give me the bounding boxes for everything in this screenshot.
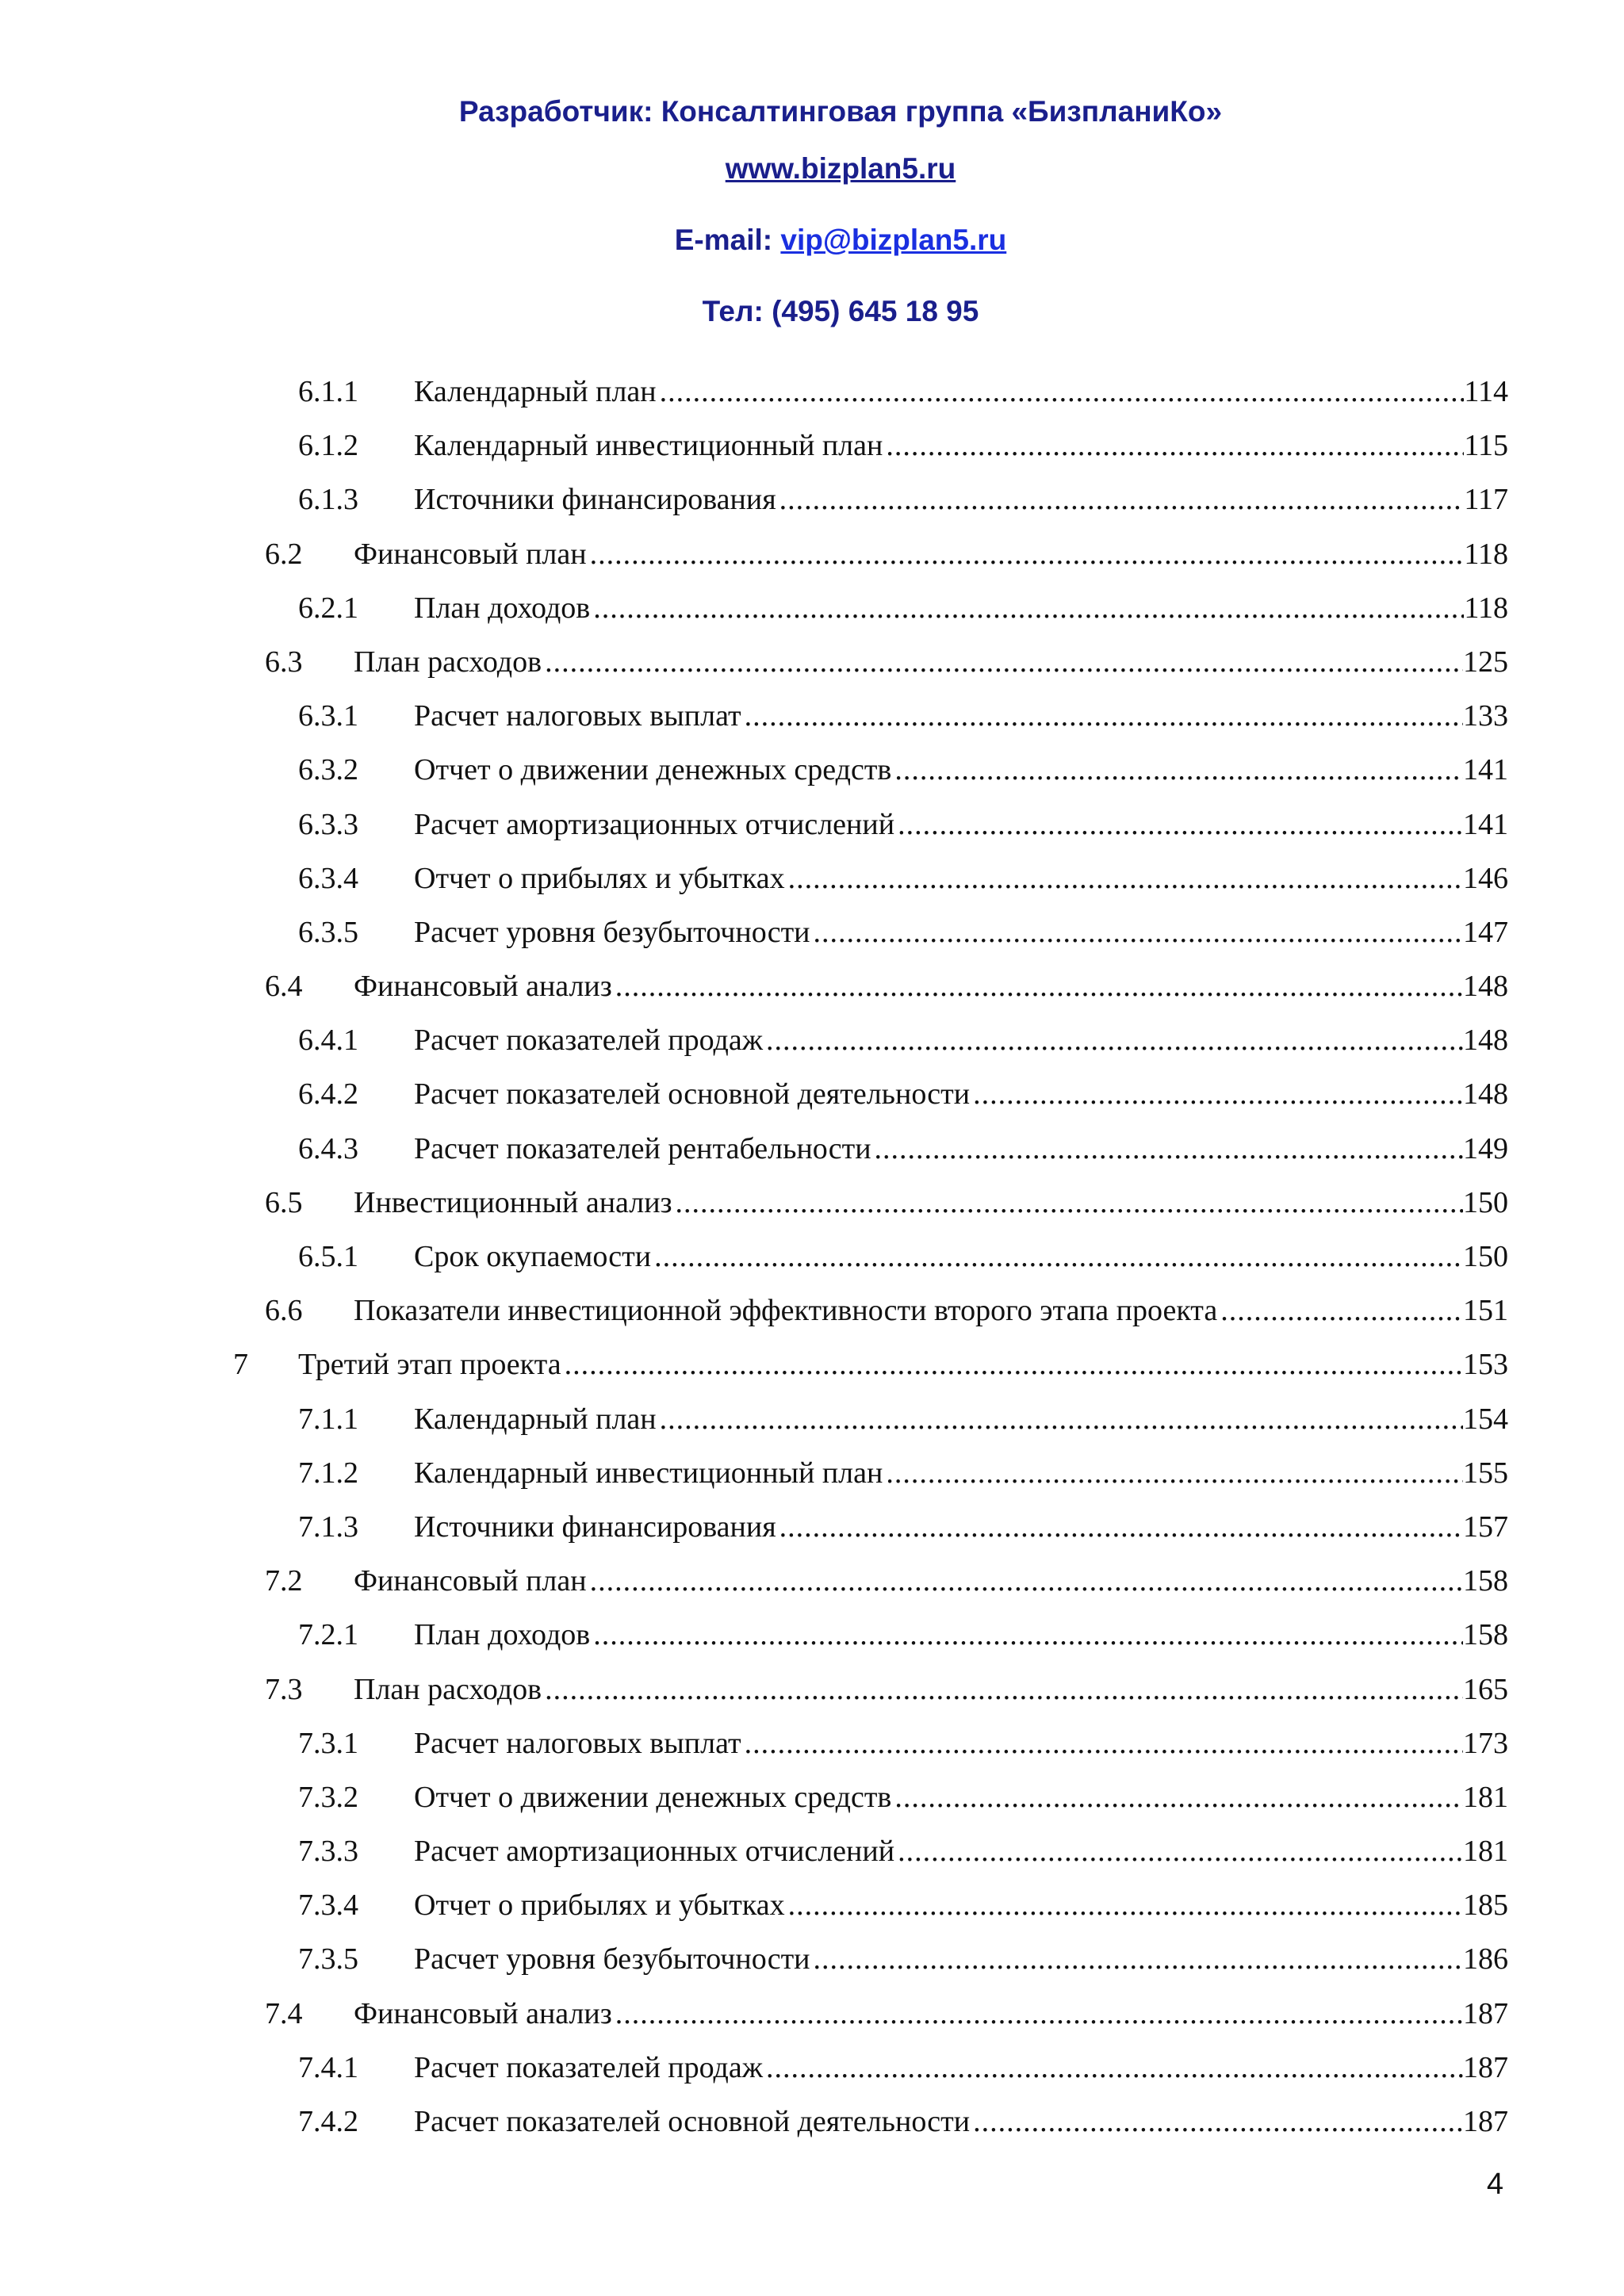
toc-entry-number: 7.1.2 [298, 1456, 358, 1490]
toc-dot-leader [766, 2047, 1463, 2088]
toc-entry-page: 158 [1463, 1564, 1508, 1598]
toc-entry-line [414, 1938, 1508, 1980]
toc-entry-page: 165 [1463, 1672, 1508, 1706]
toc-entry-title: Финансовый план [354, 1564, 587, 1598]
toc-dot-leader [676, 1182, 1463, 1223]
toc-entry-page: 118 [1464, 591, 1508, 625]
toc-entry-page: 186 [1463, 1942, 1508, 1976]
toc-entry[interactable] [0, 425, 1624, 479]
toc-entry-title: План доходов [414, 591, 591, 625]
toc-entry-number: 6.2.1 [298, 591, 358, 625]
toc-entry-title: Расчет налоговых выплат [414, 699, 741, 733]
toc-entry-page: 118 [1464, 537, 1508, 571]
toc-dot-leader [545, 1669, 1463, 1710]
toc-entry-number: 6.4.1 [298, 1024, 358, 1058]
toc-entry-title: Отчет о прибылях и убытках [414, 1888, 785, 1923]
toc-entry-title: Расчет уровня безубыточности [414, 915, 810, 949]
toc-entry[interactable] [0, 641, 1624, 695]
toc-entry[interactable] [0, 1128, 1624, 1182]
toc-entry-page: 148 [1463, 1077, 1508, 1112]
toc-entry-number: 6.2 [265, 537, 303, 571]
toc-entry-line [354, 1993, 1508, 2034]
toc-entry-number: 6.1.2 [298, 429, 358, 463]
toc-entry-title: Расчет налоговых выплат [414, 1726, 741, 1760]
toc-entry[interactable] [0, 858, 1624, 912]
toc-entry-page: 158 [1463, 1618, 1508, 1652]
toc-dot-leader [894, 1777, 1463, 1818]
toc-entry[interactable] [0, 1344, 1624, 1398]
toc-entry[interactable] [0, 1669, 1624, 1723]
toc-entry-line [354, 1560, 1508, 1601]
toc-dot-leader [814, 912, 1463, 953]
toc-entry-page: 181 [1463, 1835, 1508, 1869]
toc-dot-leader [779, 479, 1465, 520]
toc-entry-number: 7.3.4 [298, 1888, 358, 1923]
toc-entry[interactable] [0, 1452, 1624, 1506]
toc-entry-title: Показатели инвестиционной эффективности второго этапа проекта [354, 1294, 1218, 1328]
toc-entry-number: 7.3.3 [298, 1835, 358, 1869]
page-number: 4 [1486, 2168, 1503, 2201]
toc-entry[interactable] [0, 1831, 1624, 1885]
toc-dot-leader [745, 1723, 1463, 1764]
toc-dot-leader [590, 1560, 1463, 1601]
toc-entry-number: 6.3 [265, 645, 303, 679]
toc-entry-number: 7.1.1 [298, 1402, 358, 1436]
toc-entry-page: 151 [1463, 1294, 1508, 1328]
website-link[interactable]: www.bizplan5.ru [725, 152, 956, 185]
toc-entry-number: 6.3.1 [298, 699, 358, 733]
toc-entry-line [354, 1182, 1508, 1223]
toc-entry[interactable] [0, 1560, 1624, 1614]
toc-entry-line [354, 966, 1508, 1007]
toc-entry-line [414, 1777, 1508, 1818]
toc-entry-title: Отчет о движении денежных средств [414, 1780, 892, 1814]
toc-dot-leader [593, 1614, 1463, 1655]
toc-dot-leader [779, 1506, 1463, 1548]
toc-entry-title: Расчет показателей продаж [414, 1024, 764, 1058]
toc-entry-line [414, 749, 1508, 790]
toc-entry[interactable] [0, 1993, 1624, 2047]
toc-entry[interactable] [0, 534, 1624, 587]
toc-entry-line [414, 1506, 1508, 1548]
toc-entry-page: 187 [1463, 2105, 1508, 2138]
toc-entry-page: 185 [1463, 1888, 1508, 1923]
toc-entry-number: 6.3.4 [298, 861, 358, 895]
toc-entry-page: 181 [1463, 1780, 1508, 1814]
toc-entry[interactable] [0, 1399, 1624, 1452]
toc-entry-number: 6.5 [265, 1185, 303, 1219]
toc-entry-title: Календарный инвестиционный план [414, 1456, 883, 1490]
toc-entry-page: 117 [1464, 483, 1508, 517]
toc-entry-title: Расчет амортизационных отчислений [414, 807, 895, 841]
email-link[interactable]: vip@bizplan5.ru [780, 224, 1007, 256]
toc-entry-title: Календарный план [414, 1402, 657, 1436]
toc-entry-title: Срок окупаемости [414, 1240, 652, 1273]
toc-entry-number: 6.4.3 [298, 1131, 358, 1165]
toc-entry[interactable] [0, 1938, 1624, 1992]
toc-dot-leader [615, 966, 1463, 1007]
toc-entry-line [414, 1452, 1508, 1494]
toc-entry-number: 7.4 [265, 1996, 303, 2030]
toc-entry[interactable] [0, 2047, 1624, 2101]
toc-entry-page: 141 [1463, 753, 1508, 787]
toc-entry-line [414, 1614, 1508, 1655]
toc-entry-page: 149 [1463, 1131, 1508, 1165]
toc-entry-number: 7.1.3 [298, 1510, 358, 1544]
toc-entry-page: 173 [1463, 1726, 1508, 1760]
toc-entry-title: Источники финансирования [414, 483, 776, 517]
toc-entry-page: 153 [1463, 1348, 1508, 1382]
toc-entry[interactable] [0, 371, 1624, 425]
toc-dot-leader [898, 804, 1463, 845]
toc-dot-leader [766, 1020, 1463, 1061]
toc-entry-number: 7 [233, 1348, 248, 1382]
toc-entry-number: 6.4.2 [298, 1077, 358, 1112]
toc-entry-line [414, 1399, 1508, 1440]
toc-entry-line [414, 425, 1508, 466]
toc-entry[interactable] [0, 1777, 1624, 1831]
toc-entry-title: Расчет амортизационных отчислений [414, 1835, 895, 1869]
toc-dot-leader [898, 1831, 1463, 1872]
toc-entry-number: 6.3.5 [298, 915, 358, 949]
toc-entry-line [414, 695, 1508, 737]
toc-entry[interactable] [0, 1236, 1624, 1290]
toc-entry-title: Календарный план [414, 375, 657, 408]
toc-entry-number: 7.3.1 [298, 1726, 358, 1760]
toc-entry-page: 125 [1463, 645, 1508, 679]
toc-entry-page: 141 [1463, 807, 1508, 841]
toc-entry[interactable] [0, 1506, 1624, 1560]
toc-entry[interactable] [0, 804, 1624, 858]
table-of-contents [0, 371, 1624, 2155]
toc-entry-line [414, 2101, 1508, 2142]
toc-entry[interactable] [0, 1020, 1624, 1073]
toc-entry-line [414, 371, 1508, 412]
toc-dot-leader [590, 534, 1465, 575]
toc-dot-leader [788, 858, 1463, 899]
toc-entry-number: 6.4 [265, 970, 303, 1004]
toc-entry-number: 6.1.3 [298, 483, 358, 517]
toc-entry-line [414, 1831, 1508, 1872]
toc-dot-leader [973, 2101, 1463, 2142]
toc-entry-title: План расходов [354, 1672, 542, 1706]
toc-dot-leader [745, 695, 1463, 737]
toc-entry-number: 7.4.2 [298, 2105, 358, 2138]
toc-entry[interactable] [0, 1073, 1624, 1127]
toc-entry-title: Расчет показателей продаж [414, 2050, 764, 2084]
toc-entry-number: 7.3.5 [298, 1942, 358, 1976]
toc-entry-page: 187 [1463, 1996, 1508, 2030]
toc-entry[interactable] [0, 1885, 1624, 1938]
toc-entry[interactable] [0, 912, 1624, 966]
toc-entry-line [414, 912, 1508, 953]
toc-entry-line [414, 479, 1508, 520]
toc-entry-title: Инвестиционный анализ [354, 1185, 672, 1219]
toc-entry-number: 7.3.2 [298, 1780, 358, 1814]
toc-dot-leader [615, 1993, 1463, 2034]
toc-entry-title: План расходов [354, 645, 542, 679]
toc-entry-page: 148 [1463, 1024, 1508, 1058]
phone-line: Тел: (495) 645 18 95 [702, 295, 979, 327]
toc-entry-title: Отчет о движении денежных средств [414, 753, 892, 787]
toc-entry-line [354, 641, 1508, 683]
toc-entry-line [414, 1236, 1508, 1277]
toc-dot-leader [973, 1073, 1463, 1115]
toc-dot-leader [593, 587, 1464, 629]
toc-entry-line [414, 2047, 1508, 2088]
developer-line: Разработчик: Консалтинговая группа «БизпланиКо» [458, 95, 1223, 128]
toc-entry-title: Отчет о прибылях и убытках [414, 861, 785, 895]
toc-entry-page: 147 [1463, 915, 1508, 949]
toc-entry-title: Календарный инвестиционный план [414, 429, 883, 463]
toc-entry-number: 7.3 [265, 1672, 303, 1706]
toc-entry-line [414, 1723, 1508, 1764]
toc-dot-leader [565, 1344, 1463, 1385]
toc-entry-number: 6.1.1 [298, 375, 358, 408]
toc-dot-leader [1220, 1290, 1463, 1331]
toc-entry-number: 7.2 [265, 1564, 303, 1598]
toc-entry-line [414, 804, 1508, 845]
toc-entry-line [414, 1073, 1508, 1115]
toc-dot-leader [660, 1399, 1463, 1440]
toc-entry-page: 146 [1463, 861, 1508, 895]
toc-dot-leader [545, 641, 1463, 683]
toc-entry-number: 6.5.1 [298, 1240, 358, 1273]
toc-entry-number: 6.3.2 [298, 753, 358, 787]
toc-dot-leader [886, 425, 1464, 466]
toc-dot-leader [660, 371, 1465, 412]
toc-entry-page: 187 [1463, 2050, 1508, 2084]
toc-entry-line [414, 587, 1508, 629]
toc-entry-page: 115 [1464, 429, 1508, 463]
toc-entry[interactable] [0, 1723, 1624, 1777]
toc-entry-number: 7.2.1 [298, 1618, 358, 1652]
toc-entry[interactable] [0, 587, 1624, 641]
toc-entry-page: 154 [1463, 1402, 1508, 1436]
toc-entry[interactable] [0, 1182, 1624, 1236]
toc-entry-title: Источники финансирования [414, 1510, 776, 1544]
toc-entry-number: 6.3.3 [298, 807, 358, 841]
email-line [0, 224, 1624, 257]
website-line [0, 152, 1624, 186]
toc-entry-line [414, 1128, 1508, 1169]
toc-entry-title: Финансовый анализ [354, 1996, 612, 2030]
toc-entry-title: Финансовый анализ [354, 970, 612, 1004]
toc-entry-title: Финансовый план [354, 537, 587, 571]
toc-entry-page: 114 [1464, 375, 1508, 408]
toc-entry-page: 150 [1463, 1240, 1508, 1273]
toc-entry-title: Расчет уровня безубыточности [414, 1942, 810, 1976]
toc-entry-number: 6.6 [265, 1294, 303, 1328]
toc-entry-line [414, 1885, 1508, 1926]
toc-entry[interactable] [0, 1290, 1624, 1344]
toc-entry[interactable] [0, 695, 1624, 749]
toc-entry-page: 148 [1463, 970, 1508, 1004]
toc-entry-line [354, 1290, 1508, 1331]
toc-entry[interactable] [0, 749, 1624, 803]
toc-entry-line [354, 534, 1508, 575]
toc-entry-page: 155 [1463, 1456, 1508, 1490]
toc-entry-line [414, 1020, 1508, 1061]
toc-entry-page: 133 [1463, 699, 1508, 733]
toc-dot-leader [788, 1885, 1463, 1926]
toc-entry[interactable] [0, 966, 1624, 1020]
toc-entry-title: Расчет показателей основной деятельности [414, 1077, 971, 1112]
toc-dot-leader [886, 1452, 1463, 1494]
toc-dot-leader [814, 1938, 1463, 1980]
toc-entry-page: 150 [1463, 1185, 1508, 1219]
toc-entry-line [354, 1669, 1508, 1710]
toc-entry-title: Расчет показателей основной деятельности [414, 2105, 971, 2138]
toc-entry-title: План доходов [414, 1618, 591, 1652]
toc-entry-number: 7.4.1 [298, 2050, 358, 2084]
toc-entry-title: Расчет показателей рентабельности [414, 1131, 871, 1165]
toc-entry-line [414, 858, 1508, 899]
toc-dot-leader [654, 1236, 1463, 1277]
toc-entry[interactable] [0, 479, 1624, 533]
toc-entry-title: Третий этап проекта [298, 1348, 561, 1382]
toc-entry[interactable] [0, 2101, 1624, 2155]
toc-dot-leader [875, 1128, 1463, 1169]
toc-entry-page: 157 [1463, 1510, 1508, 1544]
toc-entry-line [298, 1344, 1508, 1385]
email-label: E-mail: [674, 224, 781, 256]
toc-dot-leader [894, 749, 1463, 790]
toc-entry[interactable] [0, 1614, 1624, 1668]
